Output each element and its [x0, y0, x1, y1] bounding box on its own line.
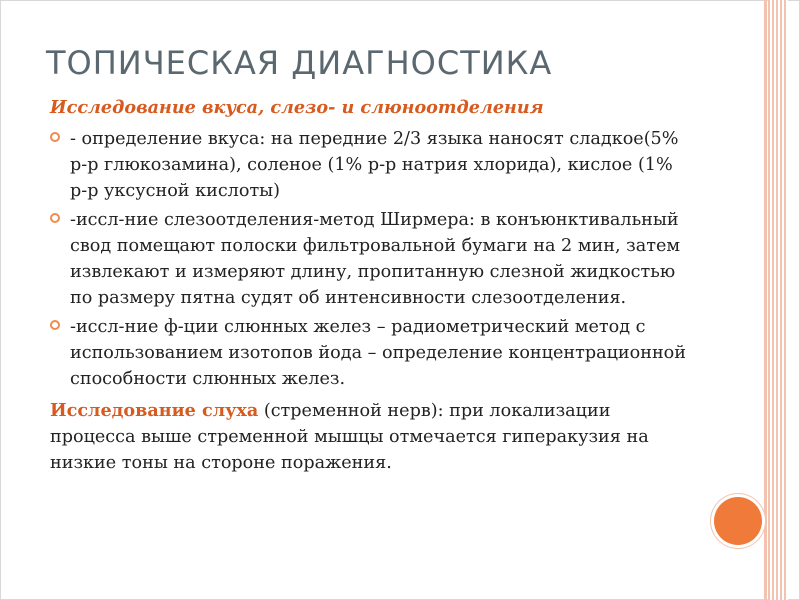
bullet-text: -иссл-ние слезоотделения-метод Ширмера: в конъюнктивальный свод помещают полоски фильтровальной бумаги на 2 мин, затем извлекают и измеряют длину, пропитанную слезной жидкостью по размеру пятна судят об интенсивности слезоотделения.: [70, 210, 681, 308]
section-heading-taste: Исследование вкуса, слезо- и слюноотделения: [50, 97, 544, 118]
bullet-item: [50, 126, 690, 204]
decorative-stripes: [768, 0, 788, 600]
orange-circle-icon: [714, 497, 762, 545]
bullet-text: - определение вкуса: на передние 2/3 языка наносят сладкое(5% р-р глюкозамина), соленое (1% р-р натрия хлорида), кислое (1% р-р уксусной кислоты): [70, 129, 679, 201]
decorative-stripe-bar: [764, 0, 767, 600]
hollow-circle-bullet-icon: [50, 320, 60, 330]
bullet-item: [50, 207, 690, 311]
hearing-text: (стременной нерв): при локализации процесса выше стременной мышцы отмечается гиперакузия на низкие тоны на стороне поражения.: [50, 401, 649, 473]
bullet-item: [50, 314, 690, 392]
slide-content: [50, 95, 690, 476]
slide-title: ТОПИЧЕСКАЯ ДИАГНОСТИКА: [46, 44, 553, 82]
hollow-circle-bullet-icon: [50, 132, 60, 142]
bullet-text: -иссл-ние ф-ции слюнных желез – радиометрический метод с использованием изотопов йода – определение концентрационной способности слюнных желез.: [70, 317, 686, 389]
section-heading-hearing: Исследование слуха: [50, 400, 259, 421]
hollow-circle-bullet-icon: [50, 213, 60, 223]
hearing-paragraph: [50, 398, 690, 476]
